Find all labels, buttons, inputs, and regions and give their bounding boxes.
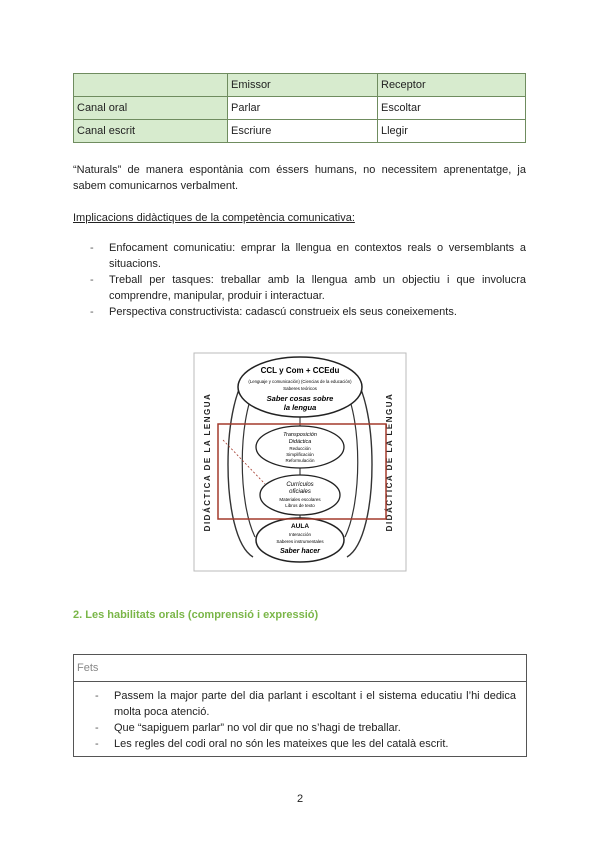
top-subtitle: (Lenguaje y comunicación) (Ciencias de la educación): [248, 379, 352, 384]
list-item: - Treball per tasques: treballar amb la llengua amb un objectiu i que involucra comprendre, manipular, produir i interactuar.: [90, 274, 526, 302]
table-header-cell: Emissor: [228, 74, 378, 97]
section-heading: 2. Les habilitats orals (comprensió i expressió): [73, 609, 319, 621]
list-item-text: Passem la major parte del dia parlant i escoltant i el sistema educatiu l’hi dedica molta poca atenció.: [114, 690, 516, 718]
list-item-text: Que “sapiguem parlar” no vol dir que no s’hagi de treballar.: [114, 722, 401, 734]
list-item-text: Treball per tasques: treballar amb la llengua amb un objectiu i que involucra comprendre, manipular, produir i interactuar.: [109, 274, 526, 302]
implicacions-list: [73, 240, 526, 320]
transposicion-item: Reducción: [289, 446, 311, 451]
didactica-diagram: [193, 352, 407, 572]
curriculos-title2: oficiales: [289, 489, 311, 495]
list-item: - Que “sapiguem parlar” no vol dir que no s’hagi de treballar.: [95, 722, 401, 734]
channels-table: [73, 73, 526, 143]
table-row: [74, 120, 526, 143]
table-row: [74, 97, 526, 120]
table-cell: Canal escrit: [74, 120, 228, 143]
transposicion-item: Simplificación: [286, 452, 314, 457]
transposicion-title1: Transposición: [283, 432, 317, 438]
aula-title: AULA: [290, 523, 310, 530]
table-header-cell: [74, 74, 228, 97]
list-item: - Enfocament comunicatiu: emprar la llengua en contextos reals o versemblants a situacions.: [90, 242, 526, 270]
naturals-paragraph: “Naturals” de manera espontània com éssers humans, no necessitem aprenentatge, ja sabem comunicarnos verbalment.: [73, 164, 526, 192]
transposicion-title2: Didáctica: [288, 439, 312, 445]
top-title: CCL y Com + CCEdu: [260, 366, 340, 375]
fets-list: [74, 682, 526, 756]
side-label-right: DIDÁCTICA DE LA LENGUA: [385, 392, 394, 532]
table-cell: Canal oral: [74, 97, 228, 120]
list-item: - Perspectiva constructivista: cadascú construeix els seus coneixements.: [90, 306, 457, 318]
table-cell: Llegir: [378, 120, 526, 143]
implicacions-title: Implicacions didàctiques de la competència comunicativa:: [73, 212, 355, 224]
top-line3: Saberes teóricos: [283, 386, 317, 391]
list-item-text: Enfocament comunicatiu: emprar la llengua en contextos reals o versemblants a situacions.: [109, 242, 526, 270]
table-cell: Escriure: [228, 120, 378, 143]
list-item: - Les regles del codi oral no són les mateixes que les del català escrit.: [95, 738, 449, 750]
top-emph2: la lengua: [283, 403, 317, 412]
transposicion-item: Reformulación: [285, 458, 315, 463]
list-item-text: Les regles del codi oral no són les mateixes que les del català escrit.: [114, 738, 449, 750]
table-cell: Escoltar: [378, 97, 526, 120]
table-cell: Parlar: [228, 97, 378, 120]
page-number: 2: [296, 793, 304, 805]
fets-header: Fets: [74, 655, 526, 682]
fets-box: [73, 654, 527, 757]
top-emph1: Saber cosas sobre: [266, 394, 334, 403]
diagram-svg: [193, 352, 407, 572]
curriculos-item: Materiales escolares: [279, 497, 321, 502]
aula-emph: Saber hacer: [279, 548, 321, 555]
table-header-row: [74, 74, 526, 97]
curriculos-ellipse: [260, 475, 340, 515]
curriculos-title1: Currículos: [286, 482, 314, 488]
side-label-left: DIDÁCTICA DE LA LENGUA: [203, 392, 212, 532]
list-item: - Passem la major parte del dia parlant i escoltant i el sistema educatiu l’hi dedica molta poca atenció.: [95, 690, 516, 718]
aula-item: Saberes instrumentales: [276, 539, 324, 544]
aula-item: Interacción: [288, 532, 312, 537]
curriculos-item: Libros de texto: [285, 503, 315, 508]
table-header-cell: Receptor: [378, 74, 526, 97]
list-item-text: Perspectiva constructivista: cadascú construeix els seus coneixements.: [109, 306, 457, 318]
